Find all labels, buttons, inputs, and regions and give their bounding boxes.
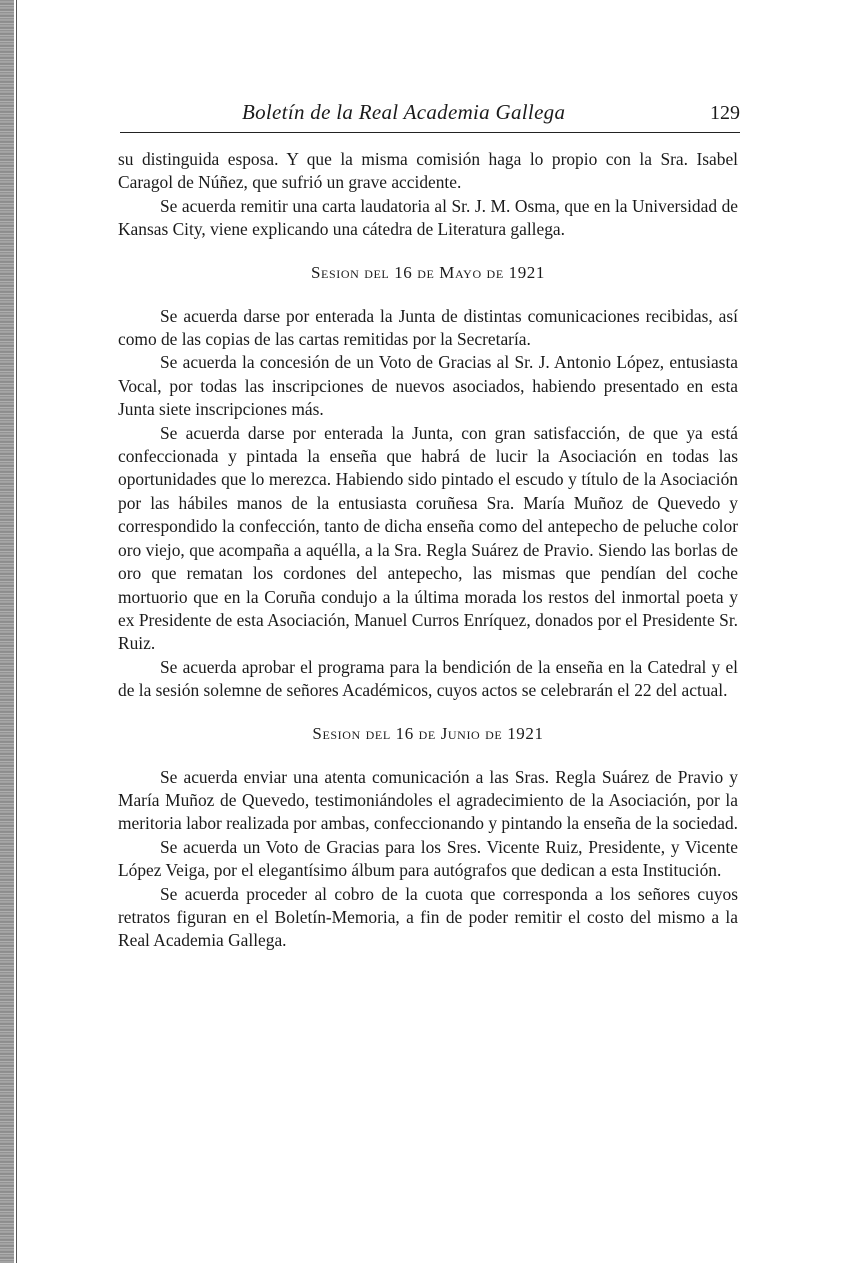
paragraph-continuation: su distinguida esposa. Y que la misma comisión haga lo propio con la Sra. Isabel Caragol de Núñez, que sufrió un grave accidente. — [118, 149, 738, 193]
paragraph-thanks-ladies: Se acuerda enviar una atenta comunicación a las Sras. Regla Suárez de Pravio y María Muñoz de Quevedo, testimoniándoles el agradecimiento de la Asociación, por la meritoria labor realizada por ambas, confeccionando y pintando la enseña de la sociedad. — [118, 766, 738, 834]
section-heading-mayo: Sesion del 16 de Mayo de 1921 — [310, 262, 546, 282]
paragraph-vote-lopez: Se acuerda la concesión de un Voto de Gracias al Sr. J. Antonio López, entusiasta Vocal, por todas las inscripciones de nuevos asociados, habiendo presentado en esta Junta siete inscripciones más. — [118, 352, 738, 420]
paragraph-fee-collection: Se acuerda proceder al cobro de la cuota que corresponda a los señores cuyos retratos figuran en el Boletín-Memoria, a fin de poder remitir el costo del mismo a la Real Academia Gallega. — [118, 883, 738, 951]
section-heading-junio: Sesion del 16 de Junio de 1921 — [312, 723, 544, 743]
scan-edge-line — [16, 0, 17, 1263]
paragraph-vote-album: Se acuerda un Voto de Gracias para los Sres. Vicente Ruiz, Presidente, y Vicente López Veiga, por el elegantísimo álbum para autógrafos que dedican a esta Institución. — [118, 836, 738, 881]
scan-binding-edge — [0, 0, 14, 1263]
paragraph-communications: Se acuerda darse por enterada la Junta de distintas comunicaciones recibidas, así como de las copias de las cartas remitidas por la Secretaría. — [118, 305, 738, 350]
page-header — [120, 98, 740, 133]
page-number: 129 — [710, 102, 740, 124]
paragraph-program: Se acuerda aprobar el programa para la bendición de la enseña en la Catedral y el de la sesión solemne de señores Académicos, cuyos actos se celebrarán el 22 del actual. — [118, 656, 738, 701]
paragraph-osma-letter: Se acuerda remitir una carta laudatoria al Sr. J. M. Osma, que en la Universidad de Kansas City, viene explicando una cátedra de Literatura gallega. — [118, 195, 738, 240]
running-title: Boletín de la Real Academia Gallega — [242, 100, 566, 124]
paragraph-ensena: Se acuerda darse por enterada la Junta, con gran satisfacción, de que ya está confeccionada y pintada la enseña que habrá de lucir la Asociación en todas las oportunidades que lo merezca. Habiendo sido pintado el escudo y título de la Asociación por las hábiles manos de la entusiasta coruñesa Sra. María Muñoz de Quevedo y correspondido la confección, tanto de dicha enseña como del antepecho de peluche color oro viejo, que acompaña a aquélla, a la Sra. Regla Suárez de Pravio. Siendo las borlas de oro que rematan los cordones del antepecho, las mismas que pendían del coche mortuorio que en la Coruña condujo a la última morada los restos del inmortal poeta y ex Presidente de esta Asociación, Manuel Curros Enríquez, donados por el Presidente Sr. Ruiz. — [118, 422, 738, 654]
document-body — [118, 148, 738, 953]
